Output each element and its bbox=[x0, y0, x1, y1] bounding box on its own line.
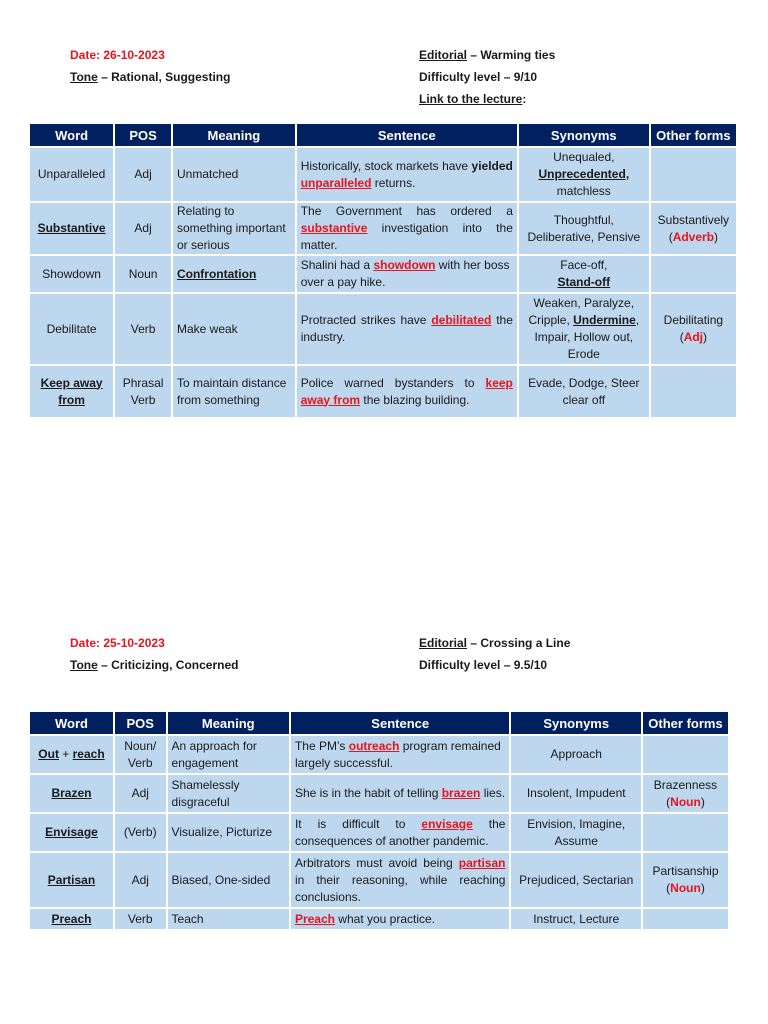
sentence-cell bbox=[291, 775, 510, 812]
difficulty-value: 9/10 bbox=[513, 70, 538, 84]
sentence-text: Shalini had a bbox=[300, 258, 374, 272]
sentence-highlight: keep away from bbox=[300, 375, 513, 407]
date-label: Date: bbox=[70, 636, 101, 650]
word-cell bbox=[30, 294, 113, 364]
tone-line bbox=[70, 70, 230, 84]
editorial-title: Warming ties bbox=[480, 48, 556, 62]
meaning-cell: Unmatched bbox=[173, 148, 295, 201]
other-form-text: Substantively bbox=[657, 212, 730, 227]
table-row bbox=[30, 203, 736, 254]
other-form-paren: ( bbox=[666, 794, 671, 809]
difficulty-label: Difficulty level – bbox=[419, 658, 514, 672]
synonyms-cell: Prejudiced, Sectarian bbox=[511, 853, 641, 907]
word-plus: + bbox=[58, 747, 73, 761]
pos-cell: Verb bbox=[115, 909, 166, 929]
sentence-cell bbox=[297, 294, 517, 364]
pos-cell: Adj bbox=[115, 203, 171, 254]
word-cell bbox=[30, 909, 113, 929]
editorial-line bbox=[419, 48, 555, 62]
sentence-highlight: outreach bbox=[348, 738, 400, 753]
synonyms-text: matchless bbox=[556, 184, 611, 198]
other-form-type: Noun bbox=[670, 881, 701, 895]
sentence-highlight: showdown bbox=[373, 258, 436, 272]
difficulty-line bbox=[419, 658, 547, 672]
synonyms-text: Face-off, bbox=[560, 258, 608, 272]
header-other-forms: Other forms bbox=[651, 124, 736, 146]
pos-cell: Noun bbox=[115, 256, 171, 292]
table-row bbox=[30, 814, 728, 851]
sentence-highlight: envisage bbox=[421, 816, 473, 831]
date-label: Date: bbox=[70, 48, 101, 62]
table-row bbox=[30, 853, 728, 907]
date-line bbox=[70, 48, 165, 62]
other-form-paren: ( bbox=[666, 881, 671, 895]
pos-cell: (Verb) bbox=[115, 814, 166, 851]
pos-cell: Adj bbox=[115, 853, 166, 907]
meaning-cell: Biased, One-sided bbox=[168, 853, 289, 907]
header-word: Word bbox=[30, 712, 113, 734]
synonyms-text: , bbox=[625, 167, 630, 181]
lecture-link-line bbox=[419, 92, 526, 106]
pos-cell: Verb bbox=[115, 294, 171, 364]
other-form-paren: ) bbox=[700, 794, 705, 809]
word-cell bbox=[30, 203, 113, 254]
header-word: Word bbox=[30, 124, 113, 146]
word-text: Keep away from bbox=[40, 375, 103, 407]
meaning-cell: Visualize, Picturize bbox=[168, 814, 289, 851]
meaning-cell: Shamelessly disgraceful bbox=[168, 775, 289, 812]
sentence-cell bbox=[291, 736, 510, 773]
sentence-cell bbox=[291, 814, 510, 851]
lecture-link[interactable]: Link to the lecture bbox=[419, 92, 523, 106]
tone-value: Rational, Suggesting bbox=[111, 70, 231, 84]
tone-separator: – bbox=[97, 658, 112, 672]
sentence-highlight: substantive bbox=[300, 221, 368, 235]
other-form-paren: ( bbox=[668, 229, 673, 244]
word-cell bbox=[30, 366, 113, 417]
other-forms-cell bbox=[651, 256, 736, 292]
word-text: Out bbox=[38, 747, 59, 761]
synonym-emphasis: Unprecedented bbox=[538, 167, 626, 181]
header-meaning: Meaning bbox=[168, 712, 289, 734]
synonyms-cell: Instruct, Lecture bbox=[511, 909, 641, 929]
difficulty-label: Difficulty level – bbox=[419, 70, 514, 84]
editorial-line bbox=[419, 636, 570, 650]
other-forms-cell bbox=[643, 853, 728, 907]
word-text: Brazen bbox=[51, 786, 92, 800]
tone-label: Tone bbox=[70, 70, 98, 84]
word-cell bbox=[30, 148, 113, 201]
editorial-label: Editorial bbox=[419, 636, 468, 650]
sentence-text: returns. bbox=[371, 175, 416, 190]
sentence-highlight: Preach bbox=[294, 911, 335, 926]
editorial-separator: – bbox=[467, 636, 481, 650]
synonyms-cell bbox=[519, 256, 649, 292]
synonyms-text: Weaken, Paralyze, Cripple, bbox=[528, 296, 635, 327]
table-header-row bbox=[30, 712, 728, 734]
table-row bbox=[30, 775, 728, 812]
other-form-type: Adj bbox=[683, 330, 704, 344]
pos-cell: Adj bbox=[115, 148, 171, 201]
sentence-text: Police warned bystanders to bbox=[300, 375, 486, 390]
tone-separator: – bbox=[97, 70, 112, 84]
word-cell bbox=[30, 775, 113, 812]
synonyms-cell: Thoughtful, Deliberative, Pensive bbox=[519, 203, 649, 254]
other-forms-cell bbox=[643, 814, 728, 851]
table-row bbox=[30, 294, 736, 364]
sentence-text: Historically, stock markets have bbox=[300, 158, 472, 173]
tone-value: Criticizing, Concerned bbox=[111, 658, 239, 672]
synonym-emphasis: Stand-off bbox=[557, 275, 611, 289]
other-forms-cell bbox=[643, 736, 728, 773]
header-pos: POS bbox=[115, 712, 166, 734]
sentence-cell bbox=[297, 366, 517, 417]
other-form-paren: ) bbox=[714, 229, 719, 244]
meaning-cell: Make weak bbox=[173, 294, 295, 364]
word-text: Preach bbox=[51, 911, 92, 926]
editorial-title: Crossing a Line bbox=[480, 636, 571, 650]
table-header-row bbox=[30, 124, 736, 146]
header-pos: POS bbox=[115, 124, 171, 146]
synonyms-cell bbox=[519, 148, 649, 201]
synonyms-text: Unequaled, bbox=[553, 150, 615, 164]
sentence-text: The PM’s bbox=[294, 738, 349, 753]
other-form-text: Debilitating bbox=[663, 313, 724, 327]
header-sentence: Sentence bbox=[291, 712, 510, 734]
sentence-cell bbox=[297, 203, 517, 254]
sentence-cell bbox=[297, 148, 517, 201]
date-line bbox=[70, 636, 165, 650]
table-row bbox=[30, 366, 736, 417]
meaning-cell: An approach for engagement bbox=[168, 736, 289, 773]
sentence-text: the consequences of another pandemic. bbox=[294, 816, 506, 848]
sentence-text: the industry. bbox=[300, 313, 513, 344]
word-cell bbox=[30, 853, 113, 907]
word-text: Showdown bbox=[42, 266, 101, 281]
sentence-text: in their reasoning, while reaching conclusions. bbox=[294, 872, 506, 904]
sentence-bold: yielded bbox=[471, 158, 513, 173]
pos-cell: Adj bbox=[115, 775, 166, 812]
word-text: Unparalleled bbox=[37, 167, 106, 181]
sentence-cell bbox=[297, 256, 517, 292]
date-value: 26-10-2023 bbox=[103, 48, 165, 62]
other-forms-cell bbox=[651, 203, 736, 254]
synonyms-cell: Insolent, Impudent bbox=[511, 775, 641, 812]
header-synonyms: Synonyms bbox=[511, 712, 641, 734]
word-text: Substantive bbox=[37, 221, 106, 235]
word-cell bbox=[30, 736, 113, 773]
word-text: Partisan bbox=[47, 872, 96, 887]
sentence-text: Protracted strikes have bbox=[300, 313, 432, 327]
synonyms-cell: Evade, Dodge, Steer clear off bbox=[519, 366, 649, 417]
other-forms-cell bbox=[651, 148, 736, 201]
synonyms-text: , Impair, Hollow out, Erode bbox=[534, 313, 640, 361]
sentence-cell bbox=[291, 853, 510, 907]
pos-cell: Phrasal Verb bbox=[115, 366, 171, 417]
difficulty-line bbox=[419, 70, 537, 84]
other-form-type: Noun bbox=[670, 794, 701, 809]
difficulty-value: 9.5/10 bbox=[513, 658, 548, 672]
other-form-text: Brazenness bbox=[653, 777, 718, 792]
tone-line bbox=[70, 658, 238, 672]
sentence-text: lies. bbox=[480, 786, 506, 800]
synonym-emphasis: Undermine bbox=[573, 313, 636, 327]
sentence-text: program remained largely successful. bbox=[294, 738, 501, 770]
other-form-paren: ) bbox=[703, 330, 708, 344]
table-row bbox=[30, 256, 736, 292]
synonyms-cell: Approach bbox=[511, 736, 641, 773]
meaning-text: Confrontation bbox=[176, 266, 257, 281]
sentence-highlight: unparalleled bbox=[300, 175, 372, 190]
sentence-text: Arbitrators must avoid being bbox=[294, 855, 459, 870]
pos-cell: Noun/ Verb bbox=[115, 736, 166, 773]
other-forms-cell bbox=[643, 909, 728, 929]
sentence-text: It is difficult to bbox=[294, 816, 422, 831]
header-other-forms: Other forms bbox=[643, 712, 728, 734]
table-row bbox=[30, 736, 728, 773]
word-text: Debilitate bbox=[46, 321, 97, 336]
sentence-highlight: brazen bbox=[441, 786, 481, 800]
header-meaning: Meaning bbox=[173, 124, 295, 146]
synonyms-cell: Envision, Imagine, Assume bbox=[511, 814, 641, 851]
tone-label: Tone bbox=[70, 658, 98, 672]
other-form-type: Adverb bbox=[672, 229, 715, 244]
sentence-text: The Government has ordered a bbox=[300, 204, 513, 218]
editorial-separator: – bbox=[467, 48, 481, 62]
word-text: Envisage bbox=[45, 825, 98, 839]
sentence-text: She is in the habit of telling bbox=[294, 786, 442, 800]
word-text: reach bbox=[72, 747, 105, 761]
meaning-cell bbox=[173, 256, 295, 292]
vocab-table-2 bbox=[28, 710, 730, 931]
sentence-text: investigation into the matter. bbox=[300, 221, 513, 252]
meaning-cell: To maintain distance from something bbox=[173, 366, 295, 417]
editorial-label: Editorial bbox=[419, 48, 468, 62]
other-forms-cell bbox=[651, 366, 736, 417]
sentence-highlight: partisan bbox=[458, 855, 506, 870]
table-row bbox=[30, 909, 728, 929]
other-form-text: Partisanship bbox=[652, 864, 719, 878]
vocab-table-1 bbox=[28, 122, 738, 419]
meaning-cell: Teach bbox=[168, 909, 289, 929]
word-cell bbox=[30, 814, 113, 851]
other-form-paren: ( bbox=[679, 330, 684, 344]
word-cell bbox=[30, 256, 113, 292]
synonyms-cell bbox=[519, 294, 649, 364]
table-row bbox=[30, 148, 736, 201]
sentence-text: what you practice. bbox=[334, 911, 436, 926]
other-forms-cell bbox=[651, 294, 736, 364]
other-forms-cell bbox=[643, 775, 728, 812]
sentence-cell bbox=[291, 909, 510, 929]
sentence-text: the blazing building. bbox=[360, 392, 470, 407]
sentence-highlight: debilitated bbox=[431, 313, 492, 327]
meaning-cell: Relating to something important or serious bbox=[173, 203, 295, 254]
other-form-paren: ) bbox=[700, 881, 705, 895]
sentence-text: with her boss over a pay hike. bbox=[300, 258, 510, 289]
date-value: 25-10-2023 bbox=[103, 636, 165, 650]
header-synonyms: Synonyms bbox=[519, 124, 649, 146]
header-sentence: Sentence bbox=[297, 124, 517, 146]
lecture-link-colon: : bbox=[522, 92, 527, 106]
